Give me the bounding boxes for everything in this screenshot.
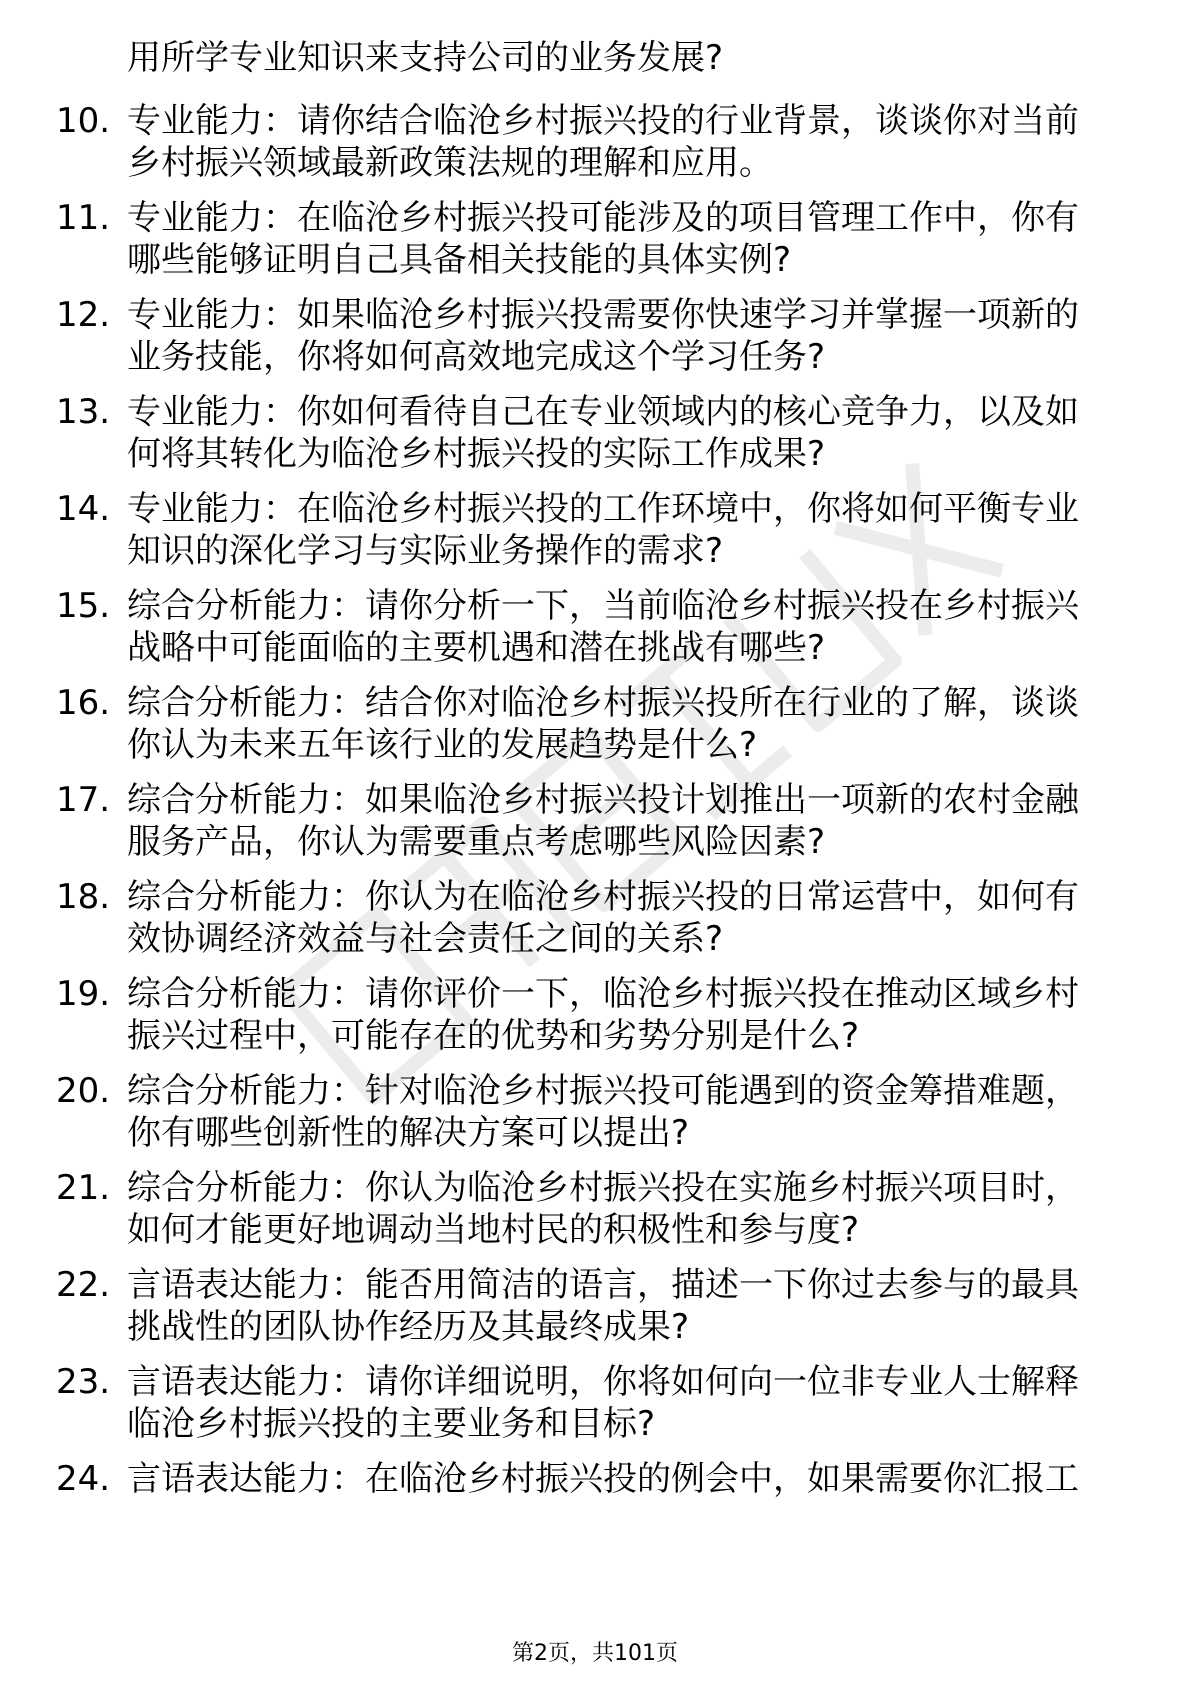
question-line: 何将其转化为临沧乡村振兴投的实际工作成果? — [127, 434, 826, 474]
question-line: 临沧乡村振兴投的主要业务和目标? — [127, 1404, 656, 1444]
question-text — [127, 1264, 1079, 1348]
question-line: 专业能力：你如何看待自己在专业领域内的核心竞争力，以及如 — [127, 392, 1079, 432]
question-line: 言语表达能力：在临沧乡村振兴投的例会中，如果需要你汇报工 — [127, 1459, 1079, 1499]
question-text — [127, 197, 1079, 281]
question-line: 如何才能更好地调动当地村民的积极性和参与度? — [127, 1210, 860, 1250]
question-number: 19. — [56, 974, 111, 1014]
question-number: 13. — [56, 392, 111, 432]
question-line: 专业能力：在临沧乡村振兴投可能涉及的项目管理工作中，你有 — [127, 198, 1079, 238]
question-line: 战略中可能面临的主要机遇和潜在挑战有哪些? — [127, 628, 826, 668]
question-line: 专业能力：在临沧乡村振兴投的工作环境中，你将如何平衡专业 — [127, 489, 1079, 529]
question-line: 专业能力：如果临沧乡村振兴投需要你快速学习并掌握一项新的 — [127, 295, 1079, 335]
question-line: 你认为未来五年该行业的发展趋势是什么? — [127, 725, 758, 765]
question-text — [127, 1167, 1079, 1251]
question-text — [127, 779, 1079, 863]
question-text — [127, 585, 1079, 669]
question-line: 言语表达能力：能否用简洁的语言，描述一下你过去参与的最具 — [127, 1265, 1079, 1305]
question-line: 综合分析能力：你认为在临沧乡村振兴投的日常运营中，如何有 — [127, 877, 1079, 917]
question-text — [127, 1070, 1079, 1154]
question-line: 乡村振兴领域最新政策法规的理解和应用。 — [127, 143, 773, 183]
continuation-line: 用所学专业知识来支持公司的业务发展? — [127, 38, 724, 78]
question-line: 哪些能够证明自己具备相关技能的具体实例? — [127, 240, 792, 280]
question-number: 22. — [56, 1265, 111, 1305]
question-line: 知识的深化学习与实际业务操作的需求? — [127, 531, 724, 571]
question-number: 18. — [56, 877, 111, 917]
question-number: 10. — [56, 101, 111, 141]
question-text — [127, 488, 1079, 572]
question-line: 言语表达能力：请你详细说明，你将如何向一位非专业人士解释 — [127, 1362, 1079, 1402]
question-number: 17. — [56, 780, 111, 820]
question-number: 15. — [56, 586, 111, 626]
question-text — [127, 682, 1079, 766]
question-text — [127, 973, 1079, 1057]
question-number: 11. — [56, 198, 111, 238]
page-footer: 第2页，共101页 — [512, 1641, 678, 1666]
question-line: 综合分析能力：请你分析一下，当前临沧乡村振兴投在乡村振兴 — [127, 586, 1079, 626]
question-number: 16. — [56, 683, 111, 723]
question-line: 综合分析能力：针对临沧乡村振兴投可能遇到的资金筹措难题， — [127, 1071, 1079, 1111]
question-text — [127, 1458, 1079, 1500]
question-line: 综合分析能力：你认为临沧乡村振兴投在实施乡村振兴项目时， — [127, 1168, 1079, 1208]
question-number: 12. — [56, 295, 111, 335]
question-number: 21. — [56, 1168, 111, 1208]
question-line: 振兴过程中，可能存在的优势和劣势分别是什么? — [127, 1016, 860, 1056]
question-line: 综合分析能力：结合你对临沧乡村振兴投所在行业的了解，谈谈 — [127, 683, 1079, 723]
question-line: 专业能力：请你结合临沧乡村振兴投的行业背景，谈谈你对当前 — [127, 101, 1079, 141]
question-text — [127, 391, 1079, 475]
question-number: 14. — [56, 489, 111, 529]
question-number: 20. — [56, 1071, 111, 1111]
question-text — [127, 876, 1079, 960]
question-line: 综合分析能力：请你评价一下，临沧乡村振兴投在推动区域乡村 — [127, 974, 1079, 1014]
question-line: 综合分析能力：如果临沧乡村振兴投计划推出一项新的农村金融 — [127, 780, 1079, 820]
question-text — [127, 1361, 1079, 1445]
question-number: 24. — [56, 1459, 111, 1499]
question-line: 效协调经济效益与社会责任之间的关系? — [127, 919, 724, 959]
question-text — [127, 100, 1079, 184]
question-text — [127, 294, 1079, 378]
question-line: 业务技能，你将如何高效地完成这个学习任务? — [127, 337, 826, 377]
question-line: 服务产品，你认为需要重点考虑哪些风险因素? — [127, 822, 826, 862]
question-number: 23. — [56, 1362, 111, 1402]
question-line: 挑战性的团队协作经历及其最终成果? — [127, 1307, 690, 1347]
question-line: 你有哪些创新性的解决方案可以提出? — [127, 1113, 690, 1153]
